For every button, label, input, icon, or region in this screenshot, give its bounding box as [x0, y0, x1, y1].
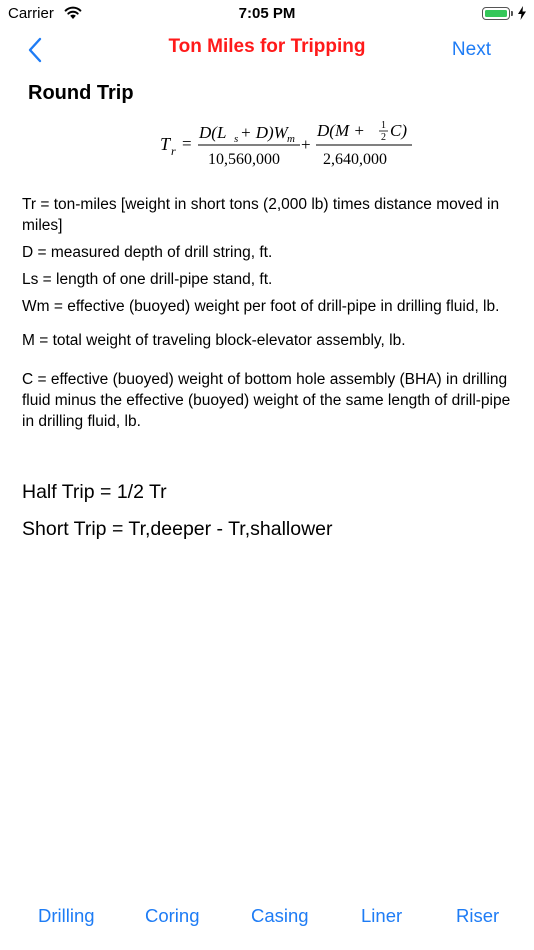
- carrier-label: Carrier: [8, 5, 54, 22]
- formula-lhs-sub: r: [171, 144, 176, 158]
- half-trip-formula: Half Trip = 1/2 Tr: [22, 481, 167, 503]
- definition-c: C = effective (buoyed) weight of bottom hole assembly (BHA) in drilling fluid minus the effective (buoyed) weight of the same length of drill-pipe in drilling fluid, lb.: [22, 371, 511, 430]
- tab-coring[interactable]: Coring: [145, 905, 200, 926]
- definition-tr: Tr = ton-miles [weight in short tons (2,000 lb) times distance moved in miles]: [22, 196, 500, 234]
- short-trip-formula: Short Trip = Tr,deeper - Tr,shallower: [22, 518, 333, 540]
- tab-drilling[interactable]: Drilling: [38, 905, 95, 926]
- definitions-list: [22, 194, 522, 432]
- next-button[interactable]: Next: [451, 39, 491, 60]
- term1-numerator: D(L: [199, 123, 227, 142]
- term1-numerator-tail: + D)W: [240, 123, 288, 142]
- term2-numerator-tail: C): [390, 121, 407, 140]
- battery-icon: [482, 7, 510, 20]
- navigation-bar: [0, 28, 534, 72]
- tab-casing[interactable]: Casing: [251, 905, 309, 926]
- svg-text:=: =: [182, 134, 192, 153]
- svg-text:+: +: [301, 135, 311, 154]
- term2-numerator-head: D(M +: [317, 121, 365, 140]
- tab-liner[interactable]: Liner: [361, 905, 403, 926]
- tab-riser[interactable]: Riser: [456, 905, 500, 926]
- term2-denominator: 2,640,000: [323, 151, 387, 168]
- term2-fraction-den: 2: [381, 132, 386, 143]
- term1-denominator: 10,560,000: [208, 151, 280, 168]
- term1-numerator-sub2: m: [287, 133, 295, 145]
- term2-fraction-num: 1: [381, 120, 386, 131]
- bottom-tab-bar: [0, 897, 534, 937]
- definition-m: M = total weight of traveling block-elevator assembly, lb.: [22, 332, 406, 349]
- term1-numerator-sub: s: [234, 133, 239, 145]
- page-title: Ton Miles for Tripping: [168, 36, 366, 57]
- round-trip-formula: [150, 112, 420, 174]
- section-heading: Round Trip: [28, 82, 134, 104]
- battery-cap: [511, 11, 513, 16]
- definition-d: D = measured depth of drill string, ft.: [22, 244, 273, 261]
- definition-ls: Ls = length of one drill-pipe stand, ft.: [22, 271, 273, 288]
- status-bar: [0, 0, 534, 28]
- definition-wm: Wm = effective (buoyed) weight per foot of drill-pipe in drilling fluid, lb.: [22, 298, 500, 315]
- charging-bolt-icon: [518, 6, 526, 20]
- back-chevron-icon[interactable]: [24, 34, 48, 66]
- clock: 7:05 PM: [238, 5, 296, 22]
- formula-lhs: T: [160, 134, 171, 154]
